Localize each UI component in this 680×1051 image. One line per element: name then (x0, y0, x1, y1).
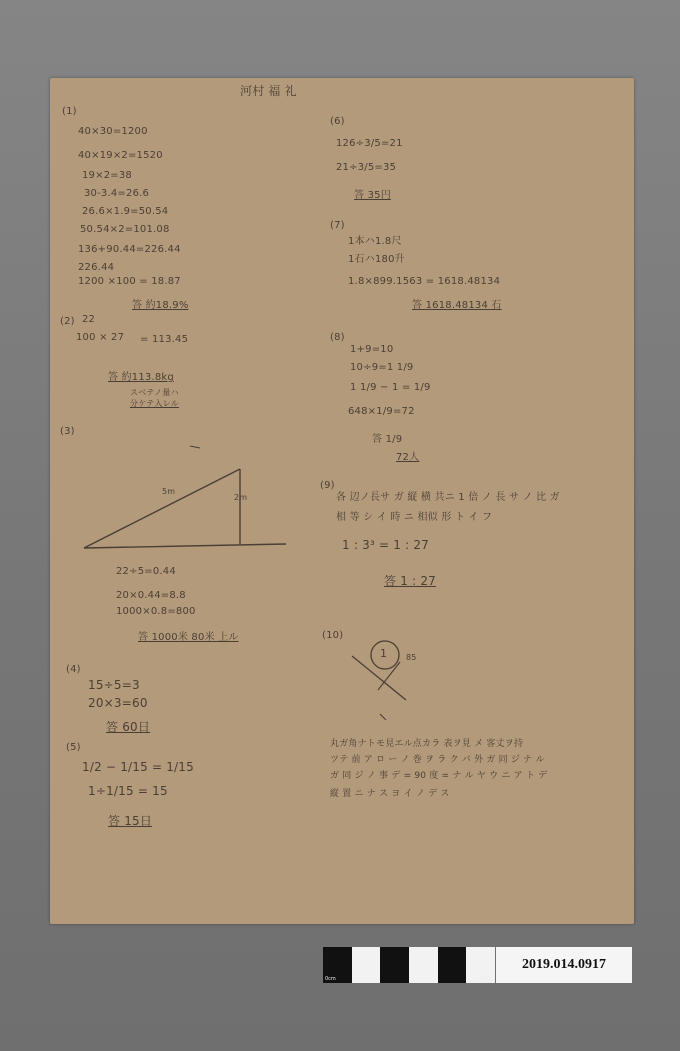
problem-2-line: = 113.45 (140, 334, 189, 345)
problem-9-line: 1 : 3³ = 1 : 27 (342, 538, 430, 552)
problem-5-line: 1/2 − 1/15 = 1/15 (82, 760, 194, 774)
problem-4-label: (4) (66, 664, 81, 675)
student-name: 河村 福 礼 (240, 84, 297, 98)
problem-9-answer: 答 1 : 27 (384, 574, 436, 588)
problem-3-line: 20×0.44=8.8 (116, 590, 186, 601)
problem-2-label: (2) (60, 316, 75, 327)
problem-7-answer: 答 1618.48134 石 (412, 300, 502, 311)
problem-3-figure-label: 2m (234, 493, 248, 502)
scale-bar (323, 947, 495, 983)
problem-2-line: 100 × 27 (76, 332, 125, 343)
scale-left-label: 0cm (325, 976, 336, 982)
problem-5-answer: 答 15日 (108, 814, 153, 828)
problem-10-line: 丸ガ角ナトモ見エル点カラ 表ヲ見 メ 客丈ヲ持 (330, 739, 524, 749)
problem-10-line: ツテ 前 ア ロ ー ノ 巻 ヲ ラ ク バ 外 ガ 同 ジ ナ ル (330, 755, 545, 765)
problem-10-figure-label: 85 (406, 653, 417, 662)
problem-8-line: 1+9=10 (350, 344, 394, 355)
problem-1-line: 19×2=38 (82, 170, 132, 181)
problem-10-label: (10) (322, 630, 344, 641)
problem-9-line: 相 等 シ イ 時 ニ 相似 形 ト イ フ (336, 512, 493, 523)
problem-8-line: 10÷9=1 1/9 (350, 362, 414, 373)
problem-2-line: 22 (82, 314, 96, 325)
problem-4-line: 15÷5=3 (88, 678, 140, 692)
problem-4-line: 20×3=60 (88, 696, 148, 710)
problem-10-line: 縦 置 ニ ナ ス ヨ イ ノ デ ス (330, 789, 450, 799)
problem-7-line: 1石ハ180升 (348, 254, 405, 265)
problem-3-line: 22÷5=0.44 (116, 566, 176, 577)
problem-7-line: 1本ハ1.8尺 (348, 236, 402, 247)
problem-1-line: 1200 ×100 = 18.87 (78, 276, 181, 287)
problem-4-answer: 答 60日 (106, 720, 151, 734)
problem-1-line: 50.54×2=101.08 (80, 224, 170, 235)
problem-7-label: (7) (330, 220, 345, 231)
problem-5-label: (5) (66, 742, 81, 753)
problem-1-line: 30-3.4=26.6 (84, 188, 150, 199)
problem-6-answer: 答 35円 (354, 190, 391, 201)
problem-9-line: 各 辺ノ長サ ガ 縦 横 共ニ 1 倍 ノ 長 サ ノ 比 ガ (336, 492, 560, 503)
problem-2-note: スベテノ量ハ (130, 388, 179, 397)
problem-6-line: 126÷3/5=21 (336, 138, 403, 149)
problem-1-line: 136+90.44=226.44 (78, 244, 181, 255)
problem-8-line: 648×1/9=72 (348, 406, 415, 417)
problem-1-line: 226.44 (78, 262, 115, 273)
problem-8-answer: 答 1/9 (372, 434, 403, 445)
problem-10-line: ガ 同 ジ ノ 事 デ = 90 度 = ナ ル ヤ ウ ニ ア ト デ (330, 771, 548, 781)
problem-1-line: 40×19×2=1520 (78, 150, 163, 161)
problem-10-circle-label: 1 (380, 647, 388, 660)
problem-6-line: 21÷3/5=35 (336, 162, 397, 173)
problem-6-label: (6) (330, 116, 345, 127)
problem-3-line: 1000×0.8=800 (116, 606, 196, 617)
problem-1-line: 40×30=1200 (78, 126, 148, 137)
problem-9-label: (9) (320, 480, 335, 491)
problem-7-line: 1.8×899.1563 = 1618.48134 (348, 276, 501, 287)
problem-2-note: 分ケテ入レル (130, 399, 179, 408)
problem-1-line: 26.6×1.9=50.54 (82, 206, 169, 217)
problem-3-figure-label: 5m (162, 487, 176, 496)
problem-2-answer: 答 約113.8kg (108, 372, 174, 383)
problem-3-label: (3) (60, 426, 75, 437)
accession-number-label: 2019.014.0917 (496, 947, 632, 983)
problem-1-answer: 答 約18.9% (132, 300, 189, 311)
scale-right-label: 5cm (480, 976, 491, 982)
problem-8-line: 1 1/9 − 1 = 1/9 (350, 382, 431, 393)
problem-8-answer-2: 72人 (396, 452, 420, 463)
problem-5-line: 1÷1/15 = 15 (88, 784, 168, 798)
problem-8-label: (8) (330, 332, 345, 343)
handwritten-sheet (50, 78, 634, 924)
problem-3-answer: 答 1000米 80米 上ル (138, 632, 239, 643)
problem-1-label: (1) (62, 106, 77, 117)
